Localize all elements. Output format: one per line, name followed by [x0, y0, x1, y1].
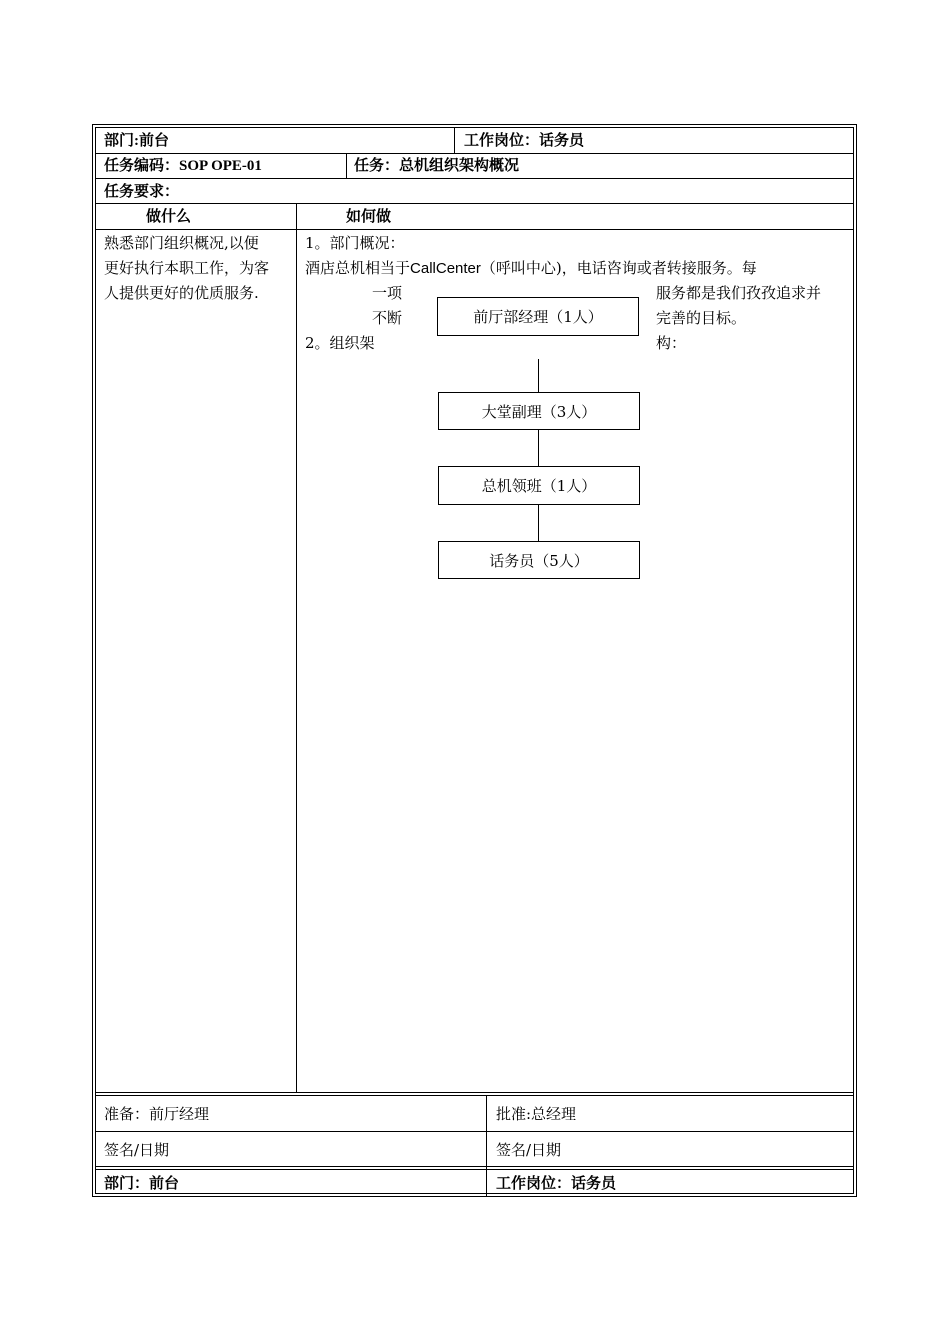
how-line-3-left: 一项: [372, 284, 403, 302]
what-line: 人提供更好的优质服务.: [104, 284, 259, 302]
col-divider: [296, 203, 297, 1092]
org-node-manager: 前厅部经理（1人）: [437, 297, 639, 336]
org-node-operator: 话务员（5人）: [438, 541, 640, 579]
footer-dept-label: 部门：前台: [104, 1176, 180, 1192]
how-line-1: 1。部门概况：: [305, 234, 405, 252]
row-divider: [96, 229, 853, 230]
sign-date-left: 签名/日期: [104, 1141, 170, 1159]
what-line: 更好执行本职工作，为客: [104, 259, 270, 277]
org-connector: [538, 504, 539, 542]
how-line-4-right: 完善的目标。: [656, 309, 747, 327]
org-connector: [538, 429, 539, 467]
task-code-label: 任务编码：SOP OPE-01: [104, 158, 262, 174]
org-node-supervisor: 总机领班（1人）: [438, 466, 640, 505]
col-what-header: 做什么: [146, 209, 192, 225]
col-divider: [486, 1095, 487, 1196]
row-divider: [96, 1095, 853, 1096]
row-divider: [96, 1169, 853, 1170]
how-line-4-left: 不断: [372, 309, 403, 327]
approved-label: 批准:总经理: [496, 1105, 577, 1123]
how-line-5-left: 2。组织架: [305, 334, 375, 352]
row-divider: [96, 153, 853, 154]
dept-label: 部门:前台: [104, 133, 169, 149]
sop-form-inner: [95, 127, 854, 1194]
row-divider: [96, 1166, 853, 1167]
sign-date-right: 签名/日期: [496, 1141, 562, 1159]
how-text: [305, 231, 850, 281]
row-divider: [96, 203, 853, 204]
org-node-assistant-manager: 大堂副理（3人）: [438, 392, 640, 430]
footer-position-label: 工作岗位：话务员: [496, 1176, 617, 1192]
position-label: 工作岗位：话务员: [464, 133, 585, 149]
col-how-header: 如何做: [346, 209, 392, 225]
how-line-3-right: 服务都是我们孜孜追求并: [656, 284, 822, 302]
how-line-5-right: 构：: [656, 334, 687, 352]
requirements-label: 任务要求：: [104, 184, 180, 200]
col-divider: [346, 153, 347, 178]
row-divider: [96, 1131, 853, 1132]
what-text: [104, 231, 294, 306]
how-line-2: 酒店总机相当于CallCenter（呼叫中心)，电话咨询或者转接服务。每: [305, 259, 757, 277]
row-divider: [96, 1092, 853, 1093]
task-label: 任务：总机组织架构概况: [354, 158, 520, 174]
what-line: 熟悉部门组织概况,以便: [104, 234, 259, 252]
row-divider: [96, 178, 853, 179]
prepared-label: 准备：前厅经理: [104, 1105, 210, 1123]
sop-form: [92, 124, 857, 1197]
col-divider: [454, 128, 455, 153]
